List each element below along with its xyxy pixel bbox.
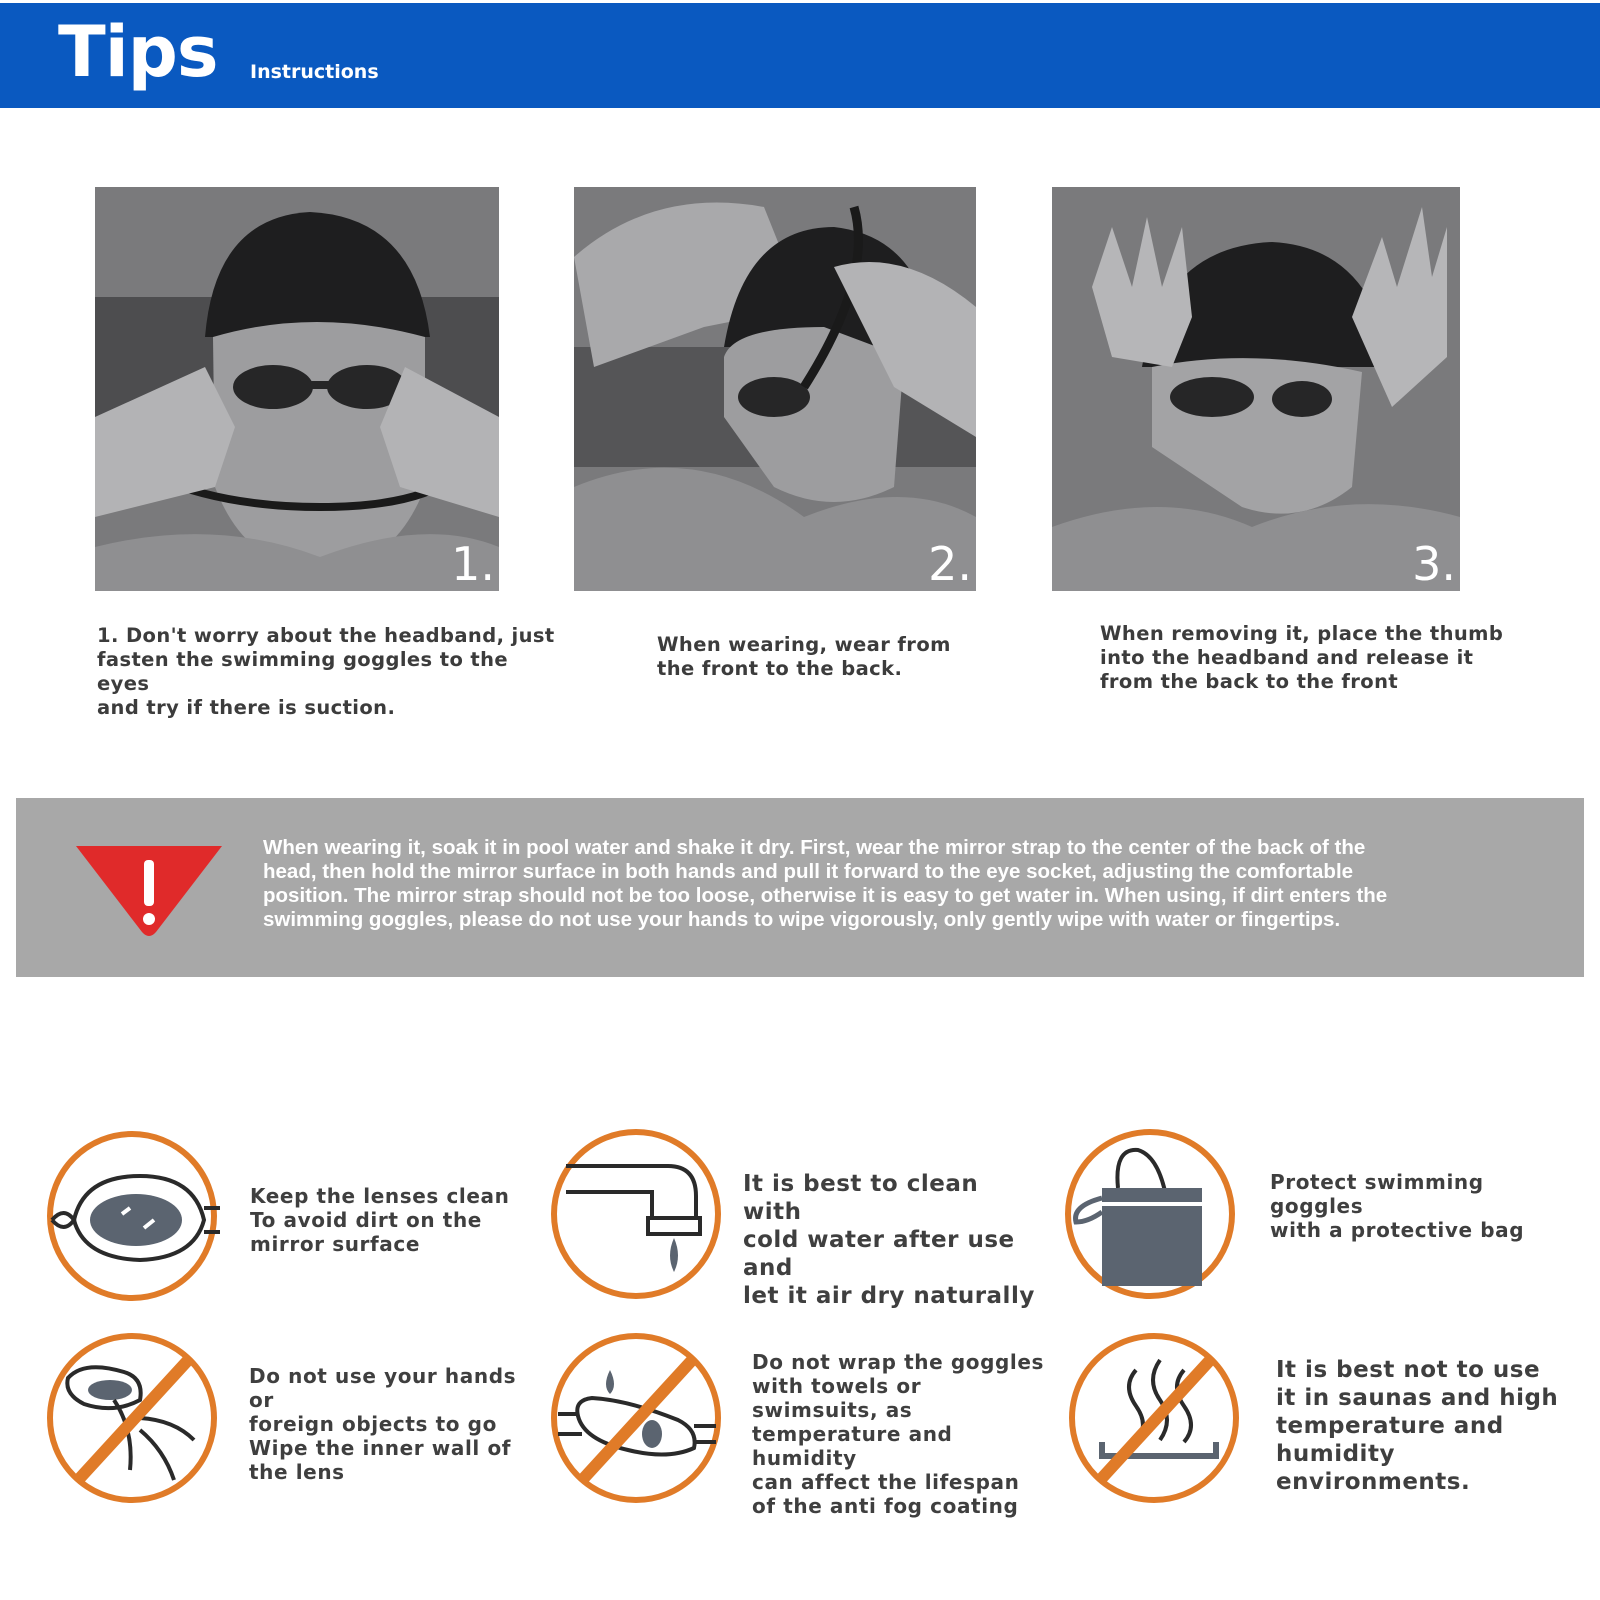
faucet-icon	[548, 1126, 724, 1302]
swimmer-wearing-goggles-icon	[574, 187, 976, 591]
no-sauna-icon	[1066, 1330, 1242, 1506]
step-2-illustration	[574, 187, 976, 591]
step-3-caption: When removing it, place the thumb into the headband and release it from the back to the front	[1100, 622, 1504, 693]
warning-panel	[16, 798, 1584, 977]
tip-6-text: It is best not to use it in saunas and high temperature and humidity environments.	[1276, 1357, 1559, 1495]
step-2-number: 2.	[928, 537, 972, 591]
swimmer-removing-goggles-icon	[1052, 187, 1460, 591]
step-1-caption: 1. Don't worry about the headband, just fasten the swimming goggles to the eyes and try if there is suction.	[97, 624, 555, 719]
step-3-illustration	[1052, 187, 1460, 591]
protective-bag-icon	[1062, 1126, 1238, 1302]
tip-2-text: It is best to clean with cold water after use and let it air dry naturally	[743, 1171, 1035, 1309]
page-subtitle: Instructions	[250, 61, 379, 83]
step-1-number: 1.	[451, 537, 495, 591]
warning-triangle-icon	[76, 846, 222, 938]
tip-1-text: Keep the lenses clean To avoid dirt on the mirror surface	[250, 1184, 510, 1256]
step-1-illustration	[95, 187, 499, 591]
tip-3-text: Protect swimming goggles with a protective bag	[1270, 1170, 1525, 1242]
no-towel-wrap-icon	[548, 1330, 724, 1506]
tip-4-text: Do not use your hands or foreign objects to go Wipe the inner wall of the lens	[249, 1364, 517, 1484]
page-title: Tips	[58, 11, 218, 93]
header-bar	[0, 3, 1600, 108]
swimmer-fastening-goggles-icon	[95, 187, 499, 591]
no-hand-wipe-icon	[44, 1330, 220, 1506]
goggle-lens-icon	[44, 1128, 220, 1304]
tip-5-text: Do not wrap the goggles with towels or swimsuits, as temperature and humidity can affect the lifespan of the anti fog coating	[752, 1350, 1045, 1518]
step-2-caption: When wearing, wear from the front to the back.	[657, 633, 951, 680]
warning-text: When wearing it, soak it in pool water and shake it dry. First, wear the mirror strap to the center of the back of the head, then hold the mirror surface in both hands and pull it forward to the eye socket, adjusting the comfortable position. The mirror strap should not be too loose, otherwise it is easy to get water in. When using, if dirt enters the swimming goggles, please do not use your hands to wipe vigorously, only gently wipe with water or fingertips.	[263, 836, 1388, 931]
step-3-number: 3.	[1412, 537, 1456, 591]
